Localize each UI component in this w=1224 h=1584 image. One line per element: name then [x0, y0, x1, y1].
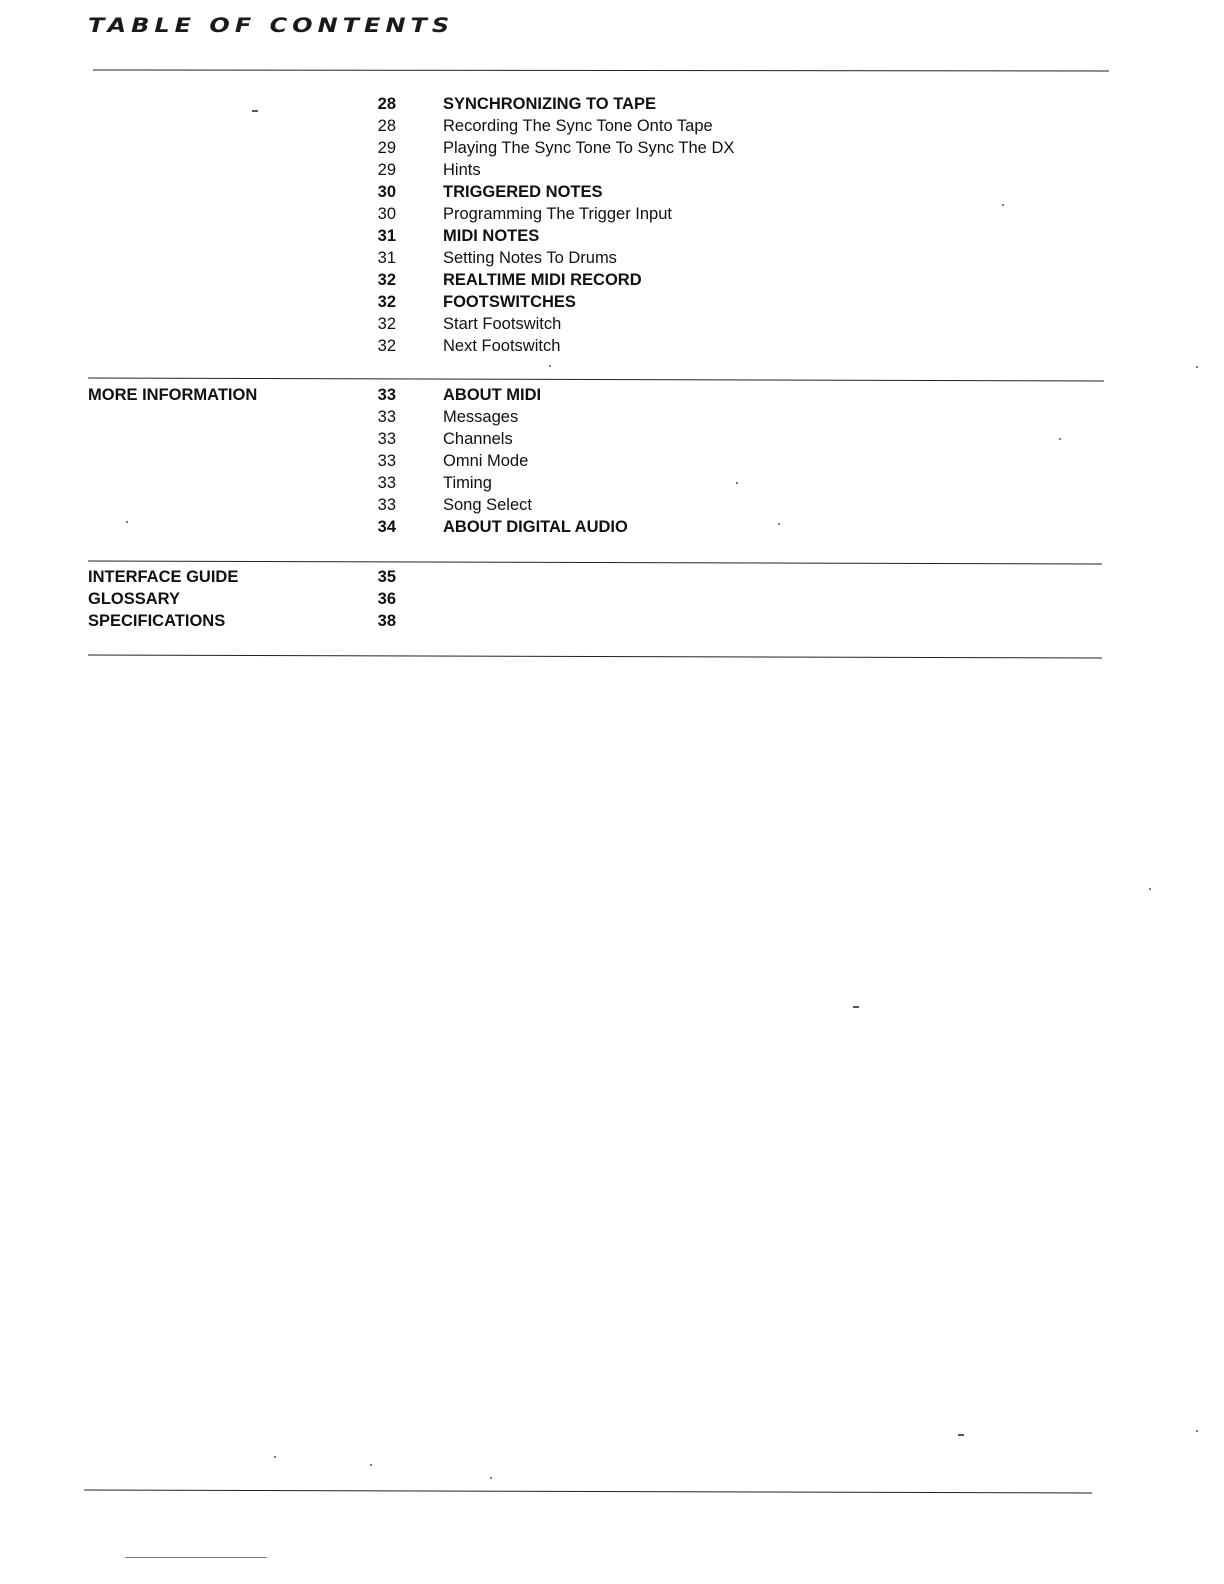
- toc-entry: Timing: [443, 474, 492, 492]
- scan-speck: [274, 1456, 276, 1458]
- toc-page-number: 30: [377, 205, 396, 223]
- section-label: GLOSSARY: [88, 590, 180, 608]
- scan-speck: [1149, 888, 1151, 890]
- footer-link-line: [125, 1557, 267, 1558]
- rule-footer: [84, 1490, 1092, 1494]
- toc-page-number: 33: [377, 408, 396, 426]
- toc-page-number: 29: [377, 161, 396, 179]
- toc-entry: Programming The Trigger Input: [443, 205, 672, 223]
- toc-row[interactable]: [0, 494, 1224, 516]
- toc-page-number: 33: [377, 474, 396, 492]
- toc-entry-heading: ABOUT MIDI: [443, 386, 542, 404]
- scan-speck: [1059, 438, 1061, 440]
- toc-row[interactable]: [0, 159, 1224, 181]
- scan-speck: [370, 1464, 372, 1466]
- scan-speck: [490, 1477, 492, 1479]
- scan-speck: [853, 1006, 859, 1008]
- rule-top: [93, 69, 1109, 71]
- toc-entry: Hints: [443, 161, 481, 179]
- toc-entry: Channels: [443, 430, 513, 448]
- toc-page-number: 36: [377, 590, 396, 608]
- section-label: INTERFACE GUIDE: [88, 568, 239, 586]
- toc-page-number: 30: [377, 183, 396, 201]
- toc-entry-heading: SYNCHRONIZING TO TAPE: [443, 95, 656, 113]
- toc-row[interactable]: [0, 225, 1224, 247]
- toc-row[interactable]: [0, 566, 1224, 588]
- toc-row[interactable]: [0, 335, 1224, 357]
- section-label: MORE INFORMATION: [88, 386, 258, 404]
- scan-speck: [549, 365, 551, 367]
- toc-row[interactable]: [0, 181, 1224, 203]
- toc-page-number: 28: [377, 117, 396, 135]
- page-title: TABLE OF CONTENTS: [88, 14, 455, 37]
- toc-page-number: 33: [377, 430, 396, 448]
- toc-row[interactable]: [0, 384, 1224, 406]
- toc-page-number: 32: [377, 315, 396, 333]
- toc-row[interactable]: [0, 291, 1224, 313]
- scan-speck: [252, 110, 258, 112]
- toc-page-number: 28: [377, 95, 396, 113]
- rule-section-end: [88, 654, 1102, 658]
- toc-entry: Start Footswitch: [443, 315, 562, 333]
- toc-page-number: 32: [377, 337, 396, 355]
- toc-row[interactable]: [0, 115, 1224, 137]
- toc-entry: Playing The Sync Tone To Sync The DX: [443, 139, 735, 157]
- toc-page-number: 33: [377, 452, 396, 470]
- scan-speck: [126, 521, 128, 523]
- toc-row[interactable]: [0, 93, 1224, 115]
- toc-row[interactable]: [0, 269, 1224, 291]
- scan-speck: [778, 523, 780, 525]
- toc-row[interactable]: [0, 610, 1224, 632]
- toc-page-number: 31: [377, 249, 396, 267]
- toc-row[interactable]: [0, 313, 1224, 335]
- toc-row[interactable]: [0, 516, 1224, 538]
- rule-section-3: [88, 560, 1102, 564]
- scan-speck: [1196, 366, 1198, 368]
- scan-speck: [1196, 1430, 1198, 1432]
- toc-entry-heading: TRIGGERED NOTES: [443, 183, 603, 201]
- toc-page-number: 31: [377, 227, 396, 245]
- toc-page-number: 32: [377, 271, 396, 289]
- toc-page-number: 32: [377, 293, 396, 311]
- rule-section-2: [88, 377, 1104, 381]
- scan-speck: [1002, 204, 1004, 206]
- toc-entry: Setting Notes To Drums: [443, 249, 617, 267]
- toc-page-number: 29: [377, 139, 396, 157]
- toc-entry: Song Select: [443, 496, 532, 514]
- toc-page-number: 34: [377, 518, 396, 536]
- toc-page-number: 33: [377, 496, 396, 514]
- toc-page-number: 33: [377, 386, 396, 404]
- toc-row[interactable]: [0, 406, 1224, 428]
- toc-entry: Next Footswitch: [443, 337, 561, 355]
- toc-entry-heading: ABOUT DIGITAL AUDIO: [443, 518, 628, 536]
- toc-entry: Messages: [443, 408, 519, 426]
- toc-page-number: 38: [377, 612, 396, 630]
- toc-row[interactable]: [0, 472, 1224, 494]
- toc-entry-heading: FOOTSWITCHES: [443, 293, 576, 311]
- toc-row[interactable]: [0, 203, 1224, 225]
- toc-row[interactable]: [0, 428, 1224, 450]
- toc-row[interactable]: [0, 588, 1224, 610]
- toc-row[interactable]: [0, 247, 1224, 269]
- section-label: SPECIFICATIONS: [88, 612, 226, 630]
- toc-entry-heading: REALTIME MIDI RECORD: [443, 271, 642, 289]
- scan-speck: [736, 482, 738, 484]
- scan-speck: [958, 1434, 964, 1436]
- toc-entry: Omni Mode: [443, 452, 529, 470]
- toc-row[interactable]: [0, 137, 1224, 159]
- toc-row[interactable]: [0, 450, 1224, 472]
- toc-page-number: 35: [377, 568, 396, 586]
- toc-entry: Recording The Sync Tone Onto Tape: [443, 117, 713, 135]
- toc-entry-heading: MIDI NOTES: [443, 227, 540, 245]
